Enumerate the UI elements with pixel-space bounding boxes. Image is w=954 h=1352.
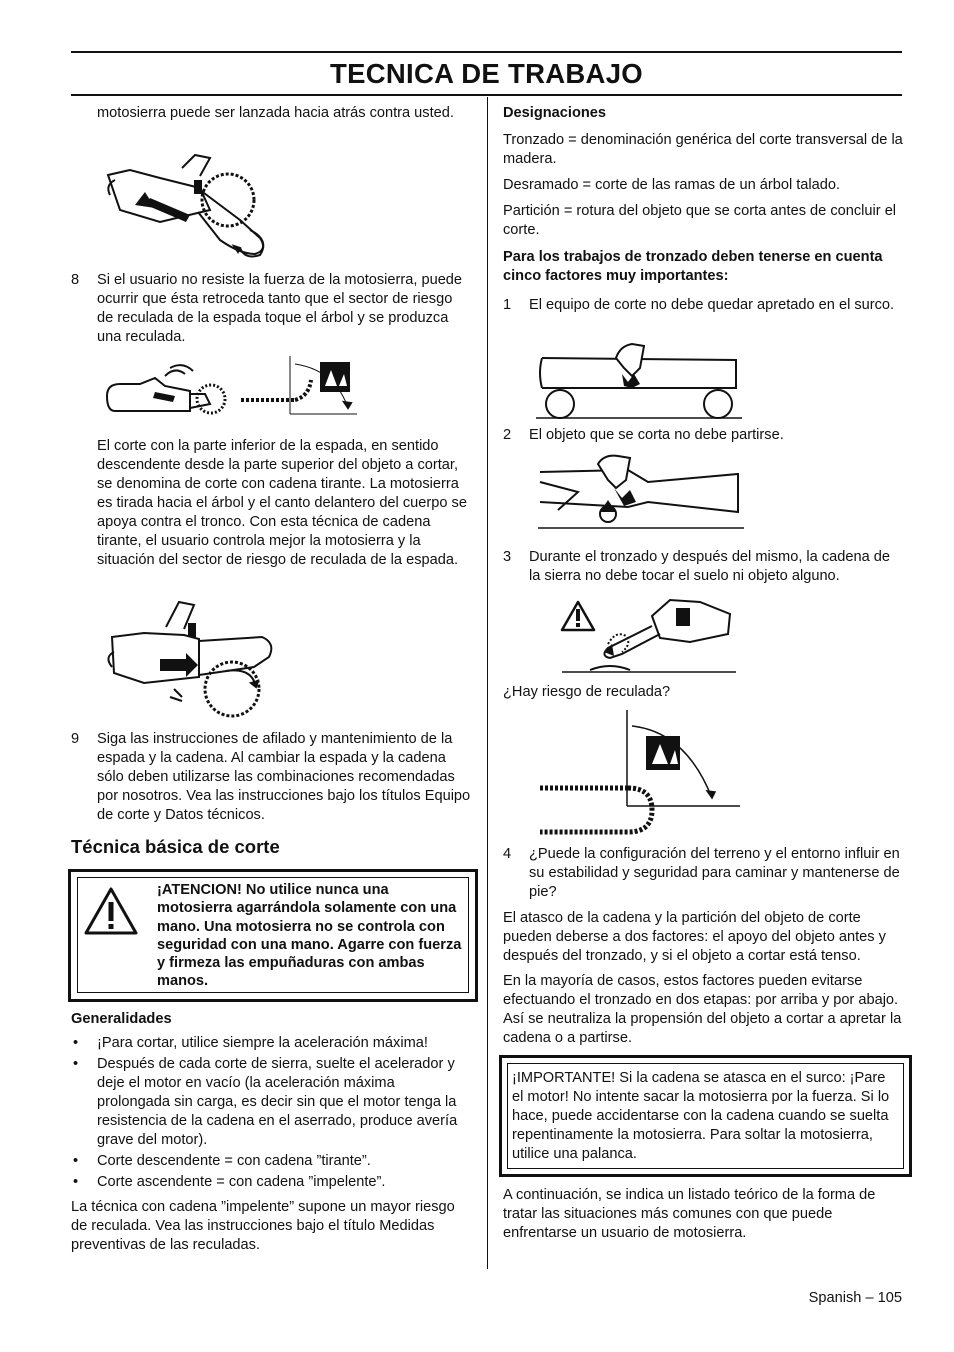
item-8-text: Si el usuario no resiste la fuerza de la motosierra, puede ocurrir que ésta retroceda tanto que el sector de riesgo de reculada de la espada toque el árbol y se produzca una reculada. bbox=[97, 272, 463, 345]
pull-chain-text: El corte con la parte inferior de la espada, en sentido descendente desde la parte superior del objeto a cortar, se denomina de corte con cadena tirante. La motosierra es tirada hacia el árbol y el canto delantero del cuerpo se apoya contra el tronco. Con esta técnica de cadena tirante, el usuario controla mejor la motosierra y la situación del sector de riesgo de reculada de la espada. bbox=[97, 438, 467, 568]
illustration-push-kickback bbox=[100, 150, 280, 262]
header-rule-top bbox=[71, 51, 902, 53]
warning-box bbox=[68, 869, 478, 1002]
paragraph-pinch-causes: El atasco de la cadena y la partición del objeto de corte pueden deberse a dos factores: el apoyo del objeto antes y después del tronzado, y si el objeto a cortar está tenso. bbox=[503, 910, 886, 964]
definition-tronzado: Tronzado = denominación genérica del corte transversal de la madera. bbox=[503, 132, 903, 167]
general-heading: Generalidades bbox=[71, 1011, 172, 1027]
important-box bbox=[499, 1055, 912, 1177]
factors-heading: Para los trabajos de tronzado deben tenerse en cuenta cinco factores muy importantes: bbox=[503, 249, 883, 284]
factor-3-number: 3 bbox=[503, 549, 512, 565]
general-bullet-list bbox=[71, 1034, 471, 1192]
header-rule-bottom bbox=[71, 94, 902, 96]
list-item: • Corte descendente = con cadena ”tirante”. bbox=[73, 1153, 371, 1169]
paragraph-situations: A continuación, se indica un listado teórico de la forma de tratar las situaciones más comunes con que puede enfrentarse un usuario de motosierra. bbox=[503, 1187, 876, 1241]
section-title: Técnica básica de corte bbox=[71, 836, 280, 857]
column-divider bbox=[487, 97, 488, 1269]
item-9-text: Siga las instrucciones de afilado y mantenimiento de la espada y la cadena. Al cambiar la espada y la cadena sólo deben utilizarse las combinaciones recomendadas por nosotros. Vea las instrucciones bajo los títulos Equipo de corte y Datos técnicos. bbox=[97, 731, 471, 823]
factor-2-text: El objeto que se corta no debe partirse. bbox=[529, 427, 784, 443]
illustration-log-split bbox=[538, 452, 744, 532]
list-item: • Después de cada corte de sierra, suelte el acelerador y deje el motor en vacío (la aceleración máxima prolongada sin carga, es decir sin que el motor tenga la resistencia de la cadena en el aserrado, produce avería grave del motor). bbox=[73, 1056, 458, 1148]
push-chain-text: La técnica con cadena ”impelente” supone un mayor riesgo de reculada. Vea las instrucciones bajo el título Medidas preventivas de las reculadas. bbox=[71, 1199, 455, 1253]
item-9-number: 9 bbox=[71, 731, 80, 747]
illustration-log-pinch bbox=[536, 338, 742, 420]
warning-text: ¡ATENCION! No utilice nunca una motosierra agarrándola solamente con una mano. Una motosierra no se controla con seguridad con una mano. Agarre con fuerza y firmeza las empuñaduras con ambas manos. bbox=[157, 882, 462, 990]
factor-4-number: 4 bbox=[503, 846, 512, 862]
illustration-pull-chain bbox=[104, 597, 279, 723]
list-item: • Corte ascendente = con cadena ”impelente”. bbox=[73, 1174, 386, 1190]
factor-2-number: 2 bbox=[503, 427, 512, 443]
list-item: • ¡Para cortar, utilice siempre la aceleración máxima! bbox=[73, 1035, 428, 1051]
kickback-question: ¿Hay riesgo de reculada? bbox=[503, 684, 671, 700]
definition-particion: Partición = rotura del objeto que se corta antes de concluir el corte. bbox=[503, 203, 897, 238]
continued-text: motosierra puede ser lanzada hacia atrás contra usted. bbox=[97, 105, 454, 121]
item-8-number: 8 bbox=[71, 272, 80, 288]
illustration-kickback-risk bbox=[536, 710, 742, 838]
factor-4-text: ¿Puede la configuración del terreno y el entorno influir en su estabilidad y seguridad para caminar y mantenerse de pie? bbox=[529, 846, 900, 900]
designations-heading: Designaciones bbox=[503, 105, 607, 121]
important-text: ¡IMPORTANTE! Si la cadena se atasca en el surco: ¡Pare el motor! No intente sacar la motosierra por la fuerza. Si lo hace, puede accidentarse con la cadena cuando se suelta repentinamente la motosierra. Para soltar la motosierra, utilice una palanca. bbox=[512, 1070, 890, 1162]
illustration-kickback-zone bbox=[105, 356, 365, 418]
factor-1-number: 1 bbox=[503, 297, 512, 313]
warning-triangle-icon bbox=[83, 886, 139, 936]
factor-1-text: El equipo de corte no debe quedar apretado en el surco. bbox=[529, 297, 895, 313]
factor-3-text: Durante el tronzado y después del mismo, la cadena de la sierra no debe tocar el suelo ni objeto alguno. bbox=[529, 549, 891, 584]
definition-desramado: Desramado = corte de las ramas de un árbol talado. bbox=[503, 177, 841, 193]
page-title: TECNICA DE TRABAJO bbox=[329, 58, 643, 89]
paragraph-two-stage-cut: En la mayoría de casos, estos factores pueden evitarse efectuando el tronzado en dos etapas: por arriba y por abajo. Así se neutraliza la propensión del objeto a cortar a apretar la cadena o a partirse. bbox=[503, 973, 902, 1046]
illustration-chain-ground bbox=[560, 594, 736, 676]
page-footer: Spanish – 105 bbox=[808, 1290, 902, 1306]
